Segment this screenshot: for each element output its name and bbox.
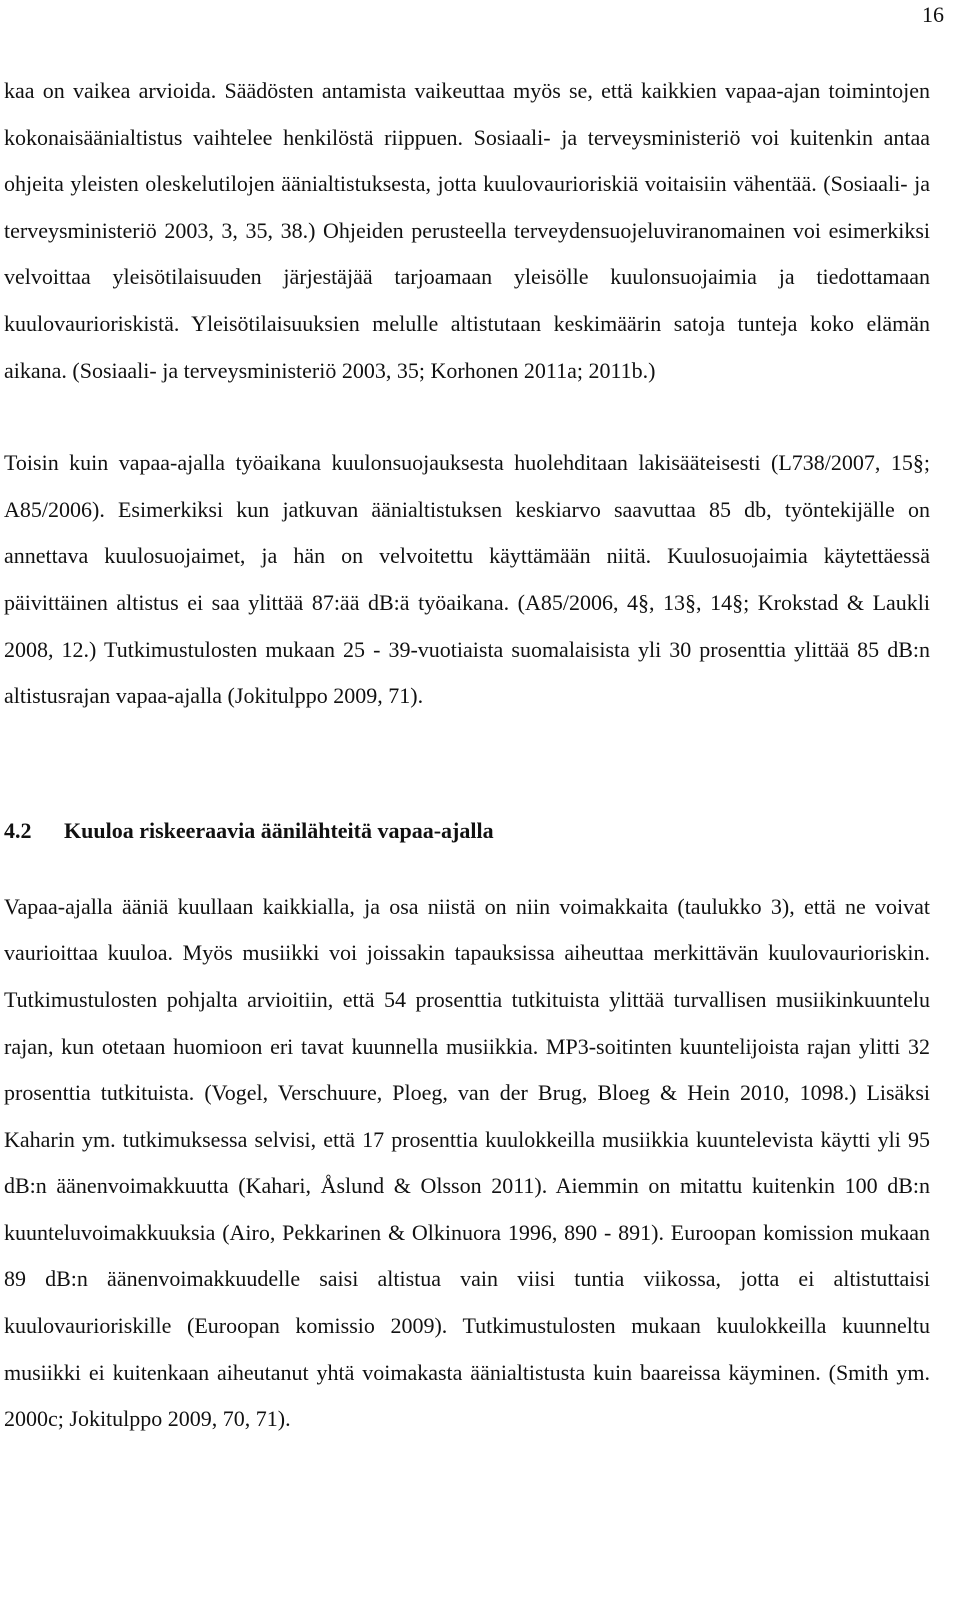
paragraph-2: Toisin kuin vapaa-ajalla työaikana kuulonsuojauksesta huolehditaan lakisääteisesti (L738/2007, 15§; A85/2006). Esimerkiksi kun jatkuvan äänialtistuksen keskiarvo saavuttaa 85 db, työntekijälle on annettava kuulosuojaimet, ja hän on velvoitettu käyttämään niitä. Kuulosuojaimia käytettäessä päivittäinen altistus ei saa ylittää 87:ää dB:ä työaikana. (A85/2006, 4§, 13§, 14§; Krokstad & Laukli 2008, 12.) Tutkimustulosten mukaan 25 - 39-vuotiaista suomalaisista yli 30 prosenttia ylittää 85 dB:n altistusrajan vapaa-ajalla (Jokitulppo 2009, 71). [4,450,930,709]
section-heading [4,814,930,848]
paragraph-1: kaa on vaikea arvioida. Säädösten antamista vaikeuttaa myös se, että kaikkien vapaa-ajan toimintojen kokonaisäänialtistus vaihtelee henkilöstä riippuen. Sosiaali- ja terveysministeriö voi kuitenkin antaa ohjeita yleisten oleskelutilojen äänialtistuksesta, jotta kuulovaurioriskiä voitaisiin vähentää. (Sosiaali- ja terveysministeriö 2003, 3, 35, 38.) Ohjeiden perusteella terveydensuojeluviranomainen voi esimerkiksi velvoittaa yleisötilaisuuden järjestäjää tarjoamaan yleisölle kuulonsuojaimia ja tiedottamaan kuulovaurioriskistä. Yleisötilaisuuksien melulle altistutaan keskimäärin satoja tunteja koko elämän aikana. (Sosiaali- ja terveysministeriö 2003, 35; Korhonen 2011a; 2011b.) [4,78,930,383]
section-number: 4.2 [4,817,32,843]
paragraph-3: Vapaa-ajalla ääniä kuullaan kaikkialla, ja osa niistä on niin voimakkaita (taulukko 3), että ne voivat vaurioittaa kuuloa. Myös musiikki voi joissakin tapauksissa aiheuttaa merkittävän kuulovaurioriskin. Tutkimustulosten pohjalta arvioitiin, että 54 prosenttia tutkituista ylittää turvallisen musiikinkuuntelu rajan, kun otetaan huomioon eri tavat kuunnella musiikkia. MP3-soitinten kuuntelijoista rajan ylitti 32 prosenttia tutkituista. (Vogel, Verschuure, Ploeg, van der Brug, Bloeg & Hein 2010, 1098.) Lisäksi Kaharin ym. tutkimuksessa selvisi, että 17 prosenttia kuulokkeilla musiikkia kuuntelevista käytti yli 95 dB:n äänenvoimakkuutta (Kahari, Åslund & Olsson 2011). Aiemmin on mitattu kuitenkin 100 dB:n kuunteluvoimakkuuksia (Airo, Pekkarinen & Olkinuora 1996, 890 - 891). Euroopan komission mukaan 89 dB:n äänenvoimakkuudelle saisi altistua vain viisi tuntia viikossa, jotta ei altistuttaisi kuulovaurioriskille (Euroopan komissio 2009). Tutkimustulosten mukaan kuulokkeilla kuunneltu musiikki ei kuitenkaan aiheutanut yhtä voimakasta äänialtistusta kuin baareissa käyminen. (Smith ym. 2000c; Jokitulppo 2009, 70, 71). [4,893,930,1432]
section-title: Kuuloa riskeeraavia äänilähteitä vapaa-ajalla [64,817,494,843]
page-number: 16 [922,2,944,27]
document-body [4,68,930,1443]
